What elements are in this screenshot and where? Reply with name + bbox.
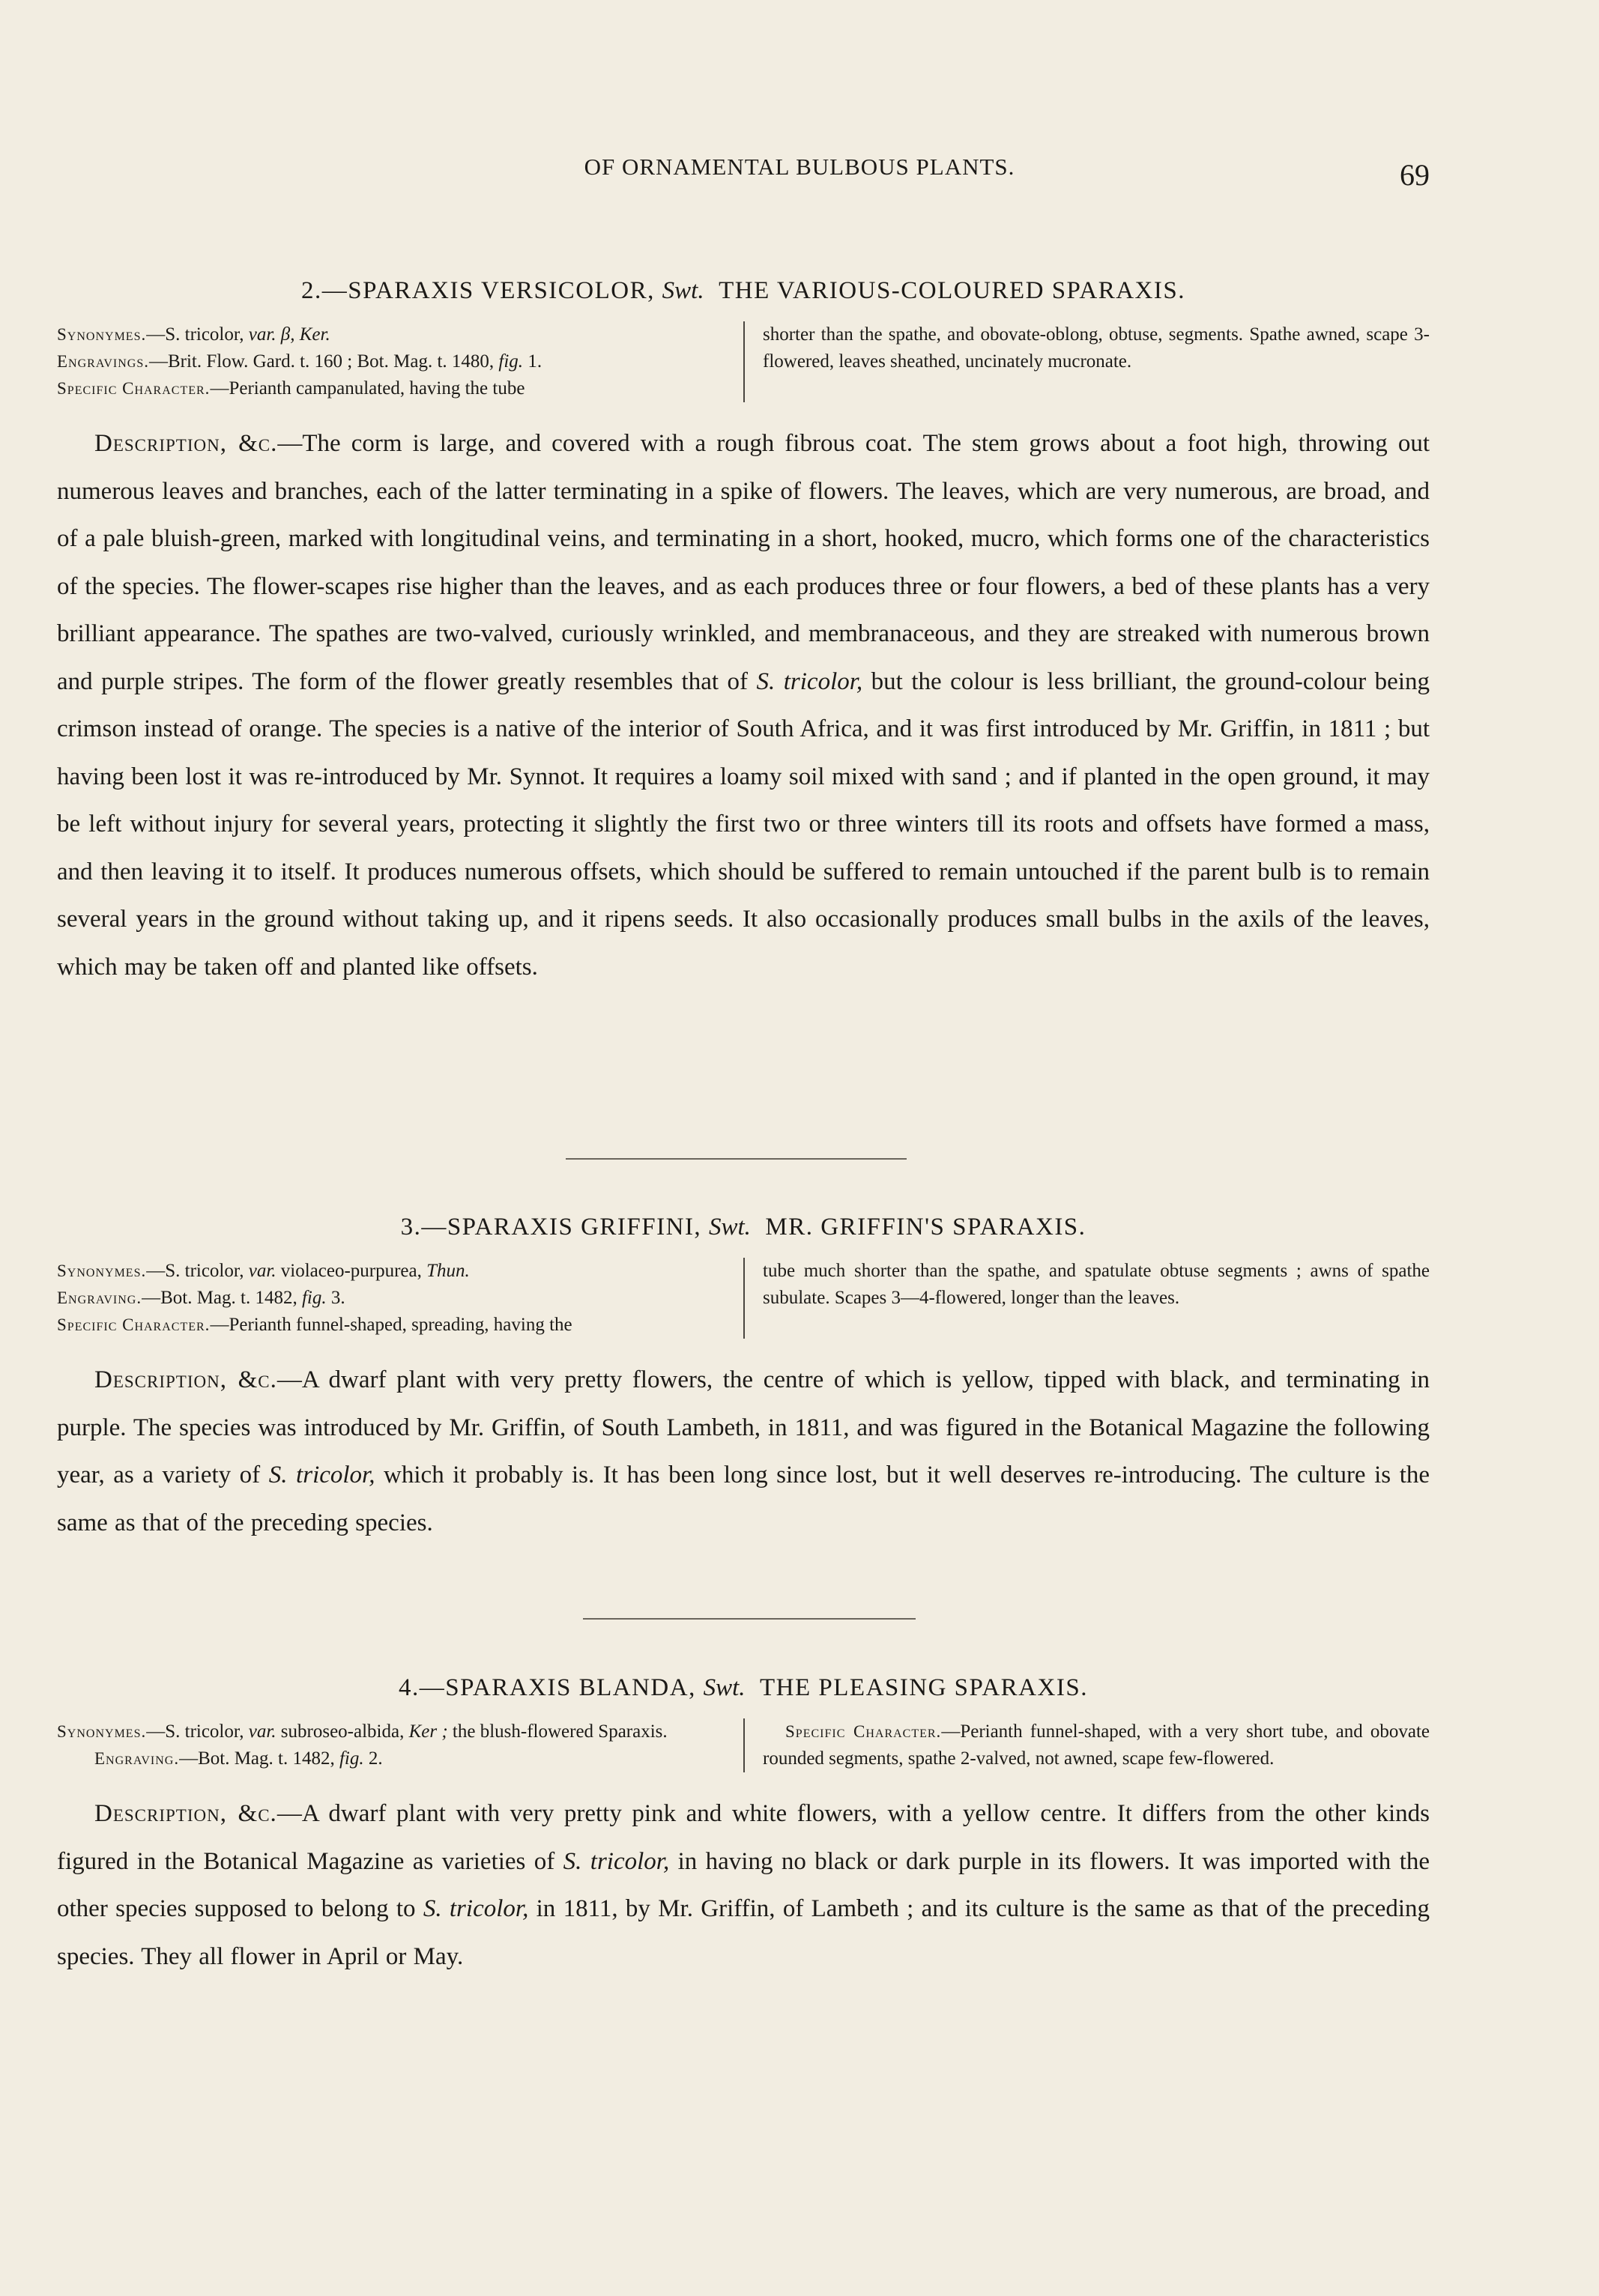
running-title: OF ORNAMENTAL BULBOUS PLANTS. xyxy=(584,154,1015,180)
species-entry-blanda xyxy=(57,1674,1430,2005)
species-common-name: THE PLEASING SPARAXIS. xyxy=(760,1674,1088,1701)
specific-character-line: Specific Character.—Perianth funnel-shaped, with a very short tube, and obovate rounded segments, spathe 2-valved, not awned, scape few-flowered. xyxy=(763,1721,1430,1769)
synonymes-right-column xyxy=(743,1718,1430,1772)
species-name: SPARAXIS BLANDA, xyxy=(445,1674,696,1701)
species-number: 2. xyxy=(301,277,322,304)
species-description: Description, &c.—The corm is large, and covered with a rough fibrous coat. The stem grows about a foot high, throwing out numerous leaves and branches, each of the latter terminating in a spike of flowers. The leaves, which are very numerous, are broad, and of a pale bluish-green, marked with longitudinal veins, and terminating in a short, hooked, mucro, which forms one of the characteristics of the species. The flower-scapes rise higher than the leaves, and as each produces three or four flowers, a bed of these plants has a very brilliant appearance. The spathes are two-valved, curiously wrinkled, and membranaceous, and they are streaked with numerous brown and purple stripes. The form of the flower greatly resembles that of S. tricolor, but the colour is less brilliant, the ground-colour being crimson instead of orange. The species is a native of the interior of South Africa, and it was first introduced by Mr. Griffin, in 1811 ; but having been lost it was re-introduced by Mr. Synnot. It requires a loamy soil mixed with sand ; and if planted in the open ground, it may be left without injury for several years, protecting it slightly the first two or three winters till its roots and offsets have formed a mass, and then leaving it to itself. It produces numerous offsets, which should be suffered to remain untouched if the parent bulb is to remain several years in the ground without taking up, and it ripens seeds. It also occasionally produces small bulbs in the axils of the leaves, which may be taken off and planted like offsets. xyxy=(57,430,1430,981)
engraving-text: Bot. Mag. t. 1482, xyxy=(160,1288,297,1308)
description-italic: S. tricolor, xyxy=(563,1847,670,1875)
description-italic-second: S. tricolor, xyxy=(423,1895,529,1922)
engraving-label: Engraving. xyxy=(94,1749,180,1768)
species-entry-versicolor xyxy=(57,277,1430,1016)
species-title: 4.—SPARAXIS BLANDA, Swt. THE PLEASING SPARAXIS. xyxy=(399,1674,1088,1701)
species-number: 3. xyxy=(400,1214,422,1241)
description-text-end: in 1811, by Mr. Griffin, of Lambeth ; and its culture is the same as that of the preceding species. They all flower in April or May. xyxy=(57,1895,1430,1970)
specific-character-label: Specific Character. xyxy=(57,379,211,398)
engravings-label: Engravings. xyxy=(57,352,149,371)
engraving-fig-number: 3. xyxy=(330,1288,345,1308)
description-text-continued: which it probably is. It has been long since lost, but it well deserves re-introducing. The culture is the same as that of the preceding species. xyxy=(57,1461,1430,1536)
specific-character-text: Perianth funnel-shaped, with a very short tube, and obovate rounded segments, spathe 2-valved, not awned, scape few-flowered. xyxy=(763,1721,1430,1769)
engraving-text: Bot. Mag. t. 1482, xyxy=(198,1748,335,1769)
synonymes-text: S. tricolor, xyxy=(165,1261,244,1281)
synonymes-line: Synonymes.—S. tricolor, var. β, Ker. xyxy=(57,324,330,345)
description-text: A dwarf plant with very pretty pink and white flowers, with a yellow centre. It differs from the other kinds figured in the Botanical Magazine as varieties of xyxy=(57,1800,1430,1875)
species-title: 2.—SPARAXIS VERSICOLOR, Swt. THE VARIOUS-COLOURED SPARAXIS. xyxy=(301,277,1185,304)
species-name: SPARAXIS GRIFFINI, xyxy=(447,1214,702,1241)
species-authority: Swt. xyxy=(708,1214,751,1241)
specific-character-label: Specific Character. xyxy=(785,1722,942,1741)
description-text-continued: in having no black or dark purple in its flowers. It was imported with the other species supposed to belong to xyxy=(57,1847,1430,1922)
engraving-label: Engraving. xyxy=(57,1288,142,1307)
synonymes-block xyxy=(57,1258,1430,1339)
engraving-fig: fig. xyxy=(339,1748,364,1769)
engravings-fig: fig. xyxy=(498,351,524,372)
engravings-text: Brit. Flow. Gard. t. 160 ; Bot. Mag. t. 1480, xyxy=(167,351,495,372)
synonymes-text: S. tricolor, xyxy=(165,324,244,345)
synonymes-label: Synonymes. xyxy=(57,1261,147,1280)
synonymes-left-column xyxy=(57,1718,743,1772)
description-italic: S. tricolor, xyxy=(268,1461,375,1488)
synonymes-left-column xyxy=(57,321,743,402)
description-italic: S. tricolor, xyxy=(756,667,863,695)
specific-character-continued: shorter than the spathe, and obovate-oblong, obtuse, segments. Spathe awned, scape 3-flowered, leaves sheathed, uncinately mucronate. xyxy=(763,324,1430,372)
synonymes-right-column xyxy=(743,321,1430,402)
synonymes-left-column xyxy=(57,1258,743,1339)
description-label: Description, &c. xyxy=(94,1800,277,1827)
synonymes-text: S. tricolor, xyxy=(165,1721,244,1742)
species-title: 3.—SPARAXIS GRIFFINI, Swt. MR. GRIFFIN'S SPARAXIS. xyxy=(400,1214,1086,1241)
species-common-name: THE VARIOUS-COLOURED SPARAXIS. xyxy=(719,277,1185,304)
species-description: Description, &c.—A dwarf plant with very pretty flowers, the centre of which is yellow, tipped with black, and terminating in purple. The species was introduced by Mr. Griffin, of South Lambeth, in 1811, and was figured in the Botanical Magazine the following year, as a variety of S. tricolor, which it probably is. It has been long since lost, but it well deserves re-introducing. The culture is the same as that of the preceding species. xyxy=(57,1366,1430,1536)
description-text-continued: but the colour is less brilliant, the ground-colour being crimson instead of orange. The species is a native of the interior of South Africa, and it was first introduced by Mr. Griffin, in 1811 ; but having been lost it was re-introduced by Mr. Synnot. It requires a loamy soil mixed with sand ; and if planted in the open ground, it may be left without injury for several years, protecting it slightly the first two or three winters till its roots and offsets have formed a mass, and then leaving it to itself. It produces numerous offsets, which should be suffered to remain untouched if the parent bulb is to remain several years in the ground without taking up, and it ripens seeds. It also occasionally produces small bulbs in the axils of the leaves, which may be taken off and planted like offsets. xyxy=(57,667,1430,981)
specific-character-line: Specific Character.—Perianth campanulated, having the tube xyxy=(57,378,525,399)
synonymes-rest: the blush-flowered Sparaxis. xyxy=(452,1721,668,1742)
synonymes-variety: var. xyxy=(248,1721,276,1742)
synonymes-block xyxy=(57,321,1430,402)
specific-character-text: Perianth campanulated, having the tube xyxy=(229,378,525,399)
synonymes-right-column xyxy=(743,1258,1430,1339)
species-description: Description, &c.—A dwarf plant with very pretty pink and white flowers, with a yellow centre. It differs from the other kinds figured in the Botanical Magazine as varieties of S. tricolor, in having no black or dark purple in its flowers. It was imported with the other species supposed to belong to S. tricolor, in 1811, by Mr. Griffin, of Lambeth ; and its culture is the same as that of the preceding species. They all flower in April or May. xyxy=(57,1800,1430,1970)
engraving-line: Engraving.—Bot. Mag. t. 1482, fig. 2. xyxy=(94,1748,383,1769)
description-text: The corm is large, and covered with a rough fibrous coat. The stem grows about a foot high, throwing out numerous leaves and branches, each of the latter terminating in a spike of flowers. The leaves, which are very numerous, are broad, and of a pale bluish-green, marked with longitudinal veins, and terminating in a short, hooked, mucro, which forms one of the characteristics of the species. The flower-scapes rise higher than the leaves, and as each produces three or four flowers, a bed of these plants has a very brilliant appearance. The spathes are two-valved, curiously wrinkled, and membranaceous, and they are streaked with numerous brown and purple stripes. The form of the flower greatly resembles that of xyxy=(57,430,1430,695)
engravings-fig-number: 1. xyxy=(528,351,542,372)
synonymes-block xyxy=(57,1718,1430,1772)
specific-character-text: Perianth funnel-shaped, spreading, having the xyxy=(229,1315,572,1335)
species-number: 4. xyxy=(399,1674,420,1701)
synonymes-author: Thun. xyxy=(426,1261,470,1281)
description-text: A dwarf plant with very pretty flowers, the centre of which is yellow, tipped with black, and terminating in purple. The species was introduced by Mr. Griffin, of South Lambeth, in 1811, and was figured in the Botanical Magazine the following year, as a variety of xyxy=(57,1366,1430,1488)
specific-character-line: Specific Character.—Perianth funnel-shaped, spreading, having the xyxy=(57,1315,572,1335)
synonymes-variety-name: subroseo-albida, xyxy=(280,1721,405,1742)
synonymes-variety-name: violaceo-purpurea, xyxy=(280,1261,422,1281)
specific-character-label: Specific Character. xyxy=(57,1315,211,1334)
synonymes-variety: var. β, Ker. xyxy=(248,324,330,345)
species-authority: Swt. xyxy=(703,1674,746,1701)
species-common-name: MR. GRIFFIN'S SPARAXIS. xyxy=(765,1214,1086,1241)
synonymes-line: Synonymes.—S. tricolor, var. subroseo-albida, Ker ; the blush-flowered Sparaxis. xyxy=(57,1721,668,1742)
description-label: Description, &c. xyxy=(94,430,278,457)
synonymes-variety: var. xyxy=(248,1261,276,1281)
engraving-line: Engraving.—Bot. Mag. t. 1482, fig. 3. xyxy=(57,1288,345,1308)
engraving-fig: fig. xyxy=(301,1288,327,1308)
species-entry-griffini xyxy=(57,1214,1430,1572)
species-name: SPARAXIS VERSICOLOR, xyxy=(348,277,655,304)
page-number: 69 xyxy=(1400,158,1430,192)
synonymes-label: Synonymes. xyxy=(57,325,147,344)
synonymes-label: Synonymes. xyxy=(57,1722,147,1741)
specific-character-continued: tube much shorter than the spathe, and spatulate obtuse segments ; awns of spathe subulate. Scapes 3—4-flowered, longer than the leaves. xyxy=(763,1261,1430,1308)
description-label: Description, &c. xyxy=(94,1366,277,1393)
engraving-fig-number: 2. xyxy=(368,1748,383,1769)
species-authority: Swt. xyxy=(662,277,704,304)
synonymes-author: Ker ; xyxy=(408,1721,448,1742)
synonymes-line: Synonymes.—S. tricolor, var. violaceo-purpurea, Thun. xyxy=(57,1261,470,1281)
section-divider xyxy=(583,1618,916,1620)
section-divider xyxy=(566,1158,907,1160)
engravings-line: Engravings.—Brit. Flow. Gard. t. 160 ; Bot. Mag. t. 1480, fig. 1. xyxy=(57,351,542,372)
